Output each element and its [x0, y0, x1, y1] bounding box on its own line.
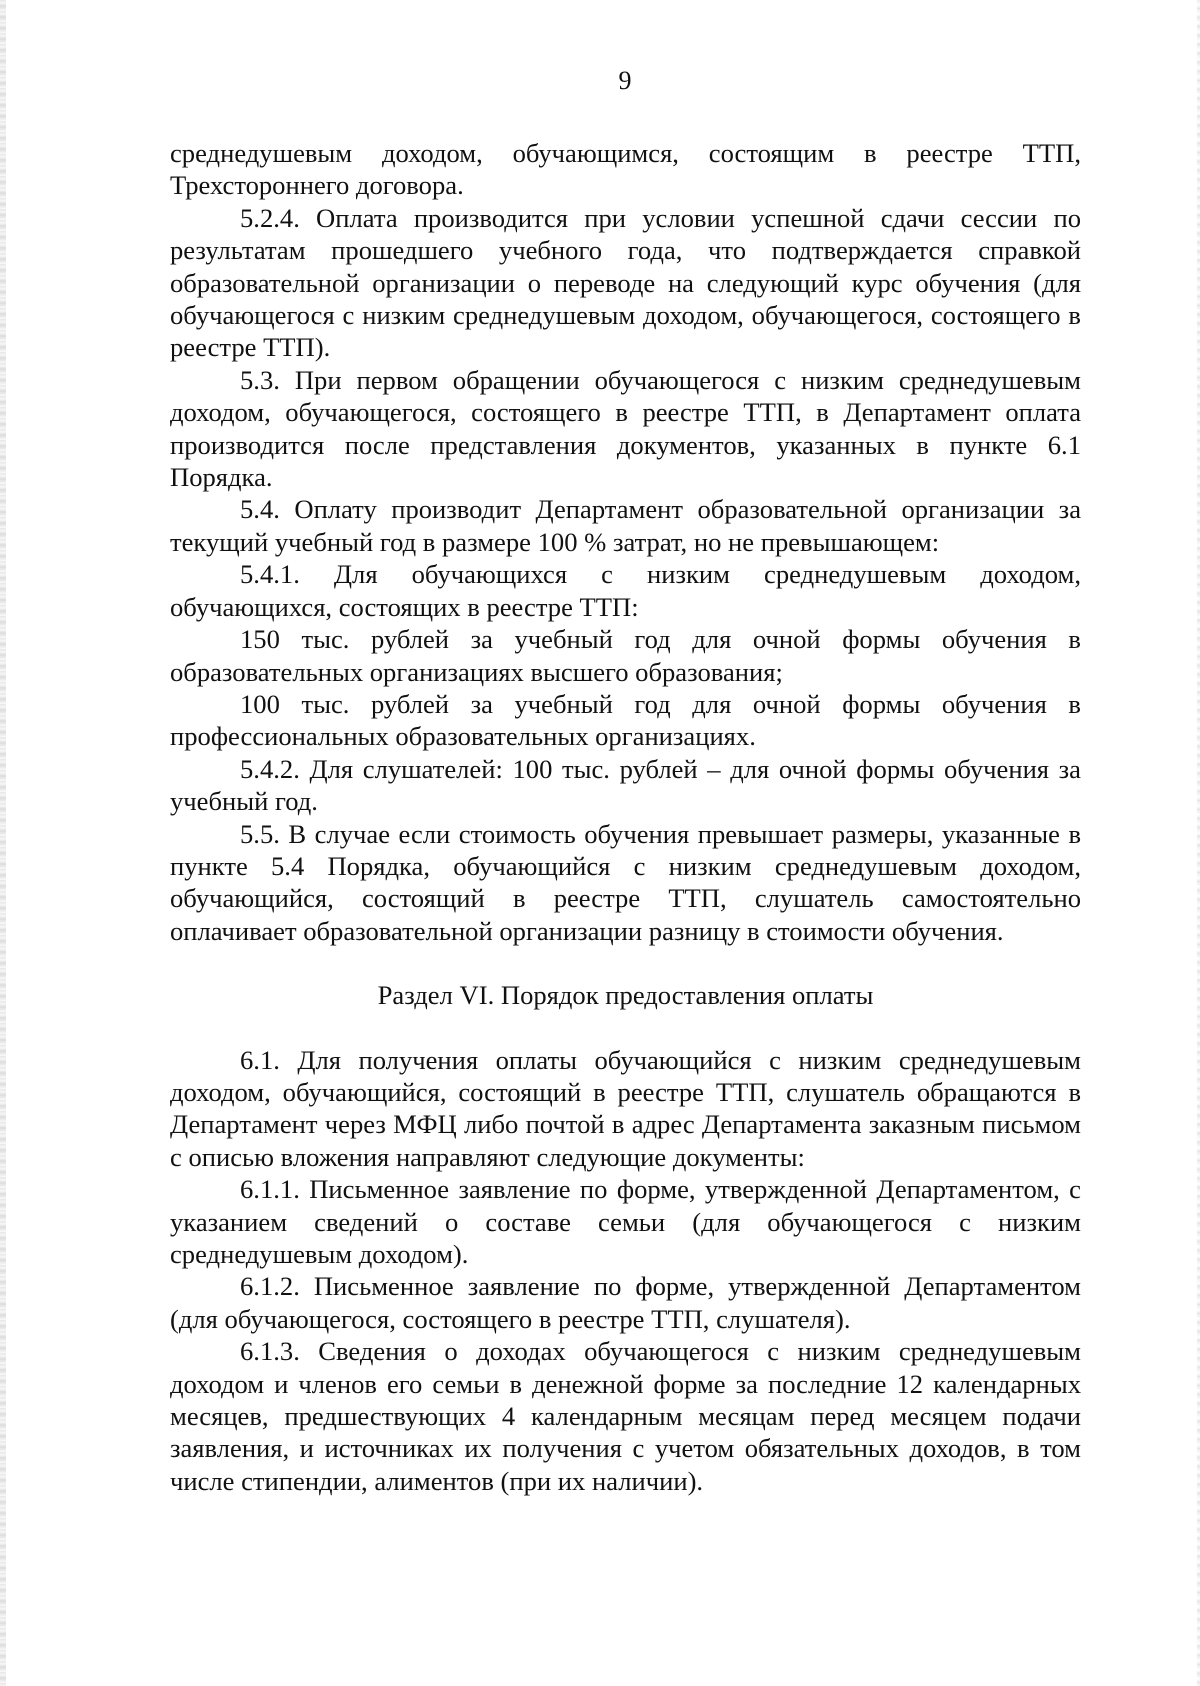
paragraph-6-1-2: 6.1.2. Письменное заявление по форме, утвержденной Департаментом (для обучающегося, состоящего в реестре ТТП, слушателя).	[170, 1271, 1081, 1334]
paragraph-continuation: среднедушевым доходом, обучающимся, состоящим в реестре ТТП, Трехстороннего договора.	[170, 138, 1081, 201]
paragraph-5-4-1: 5.4.1. Для обучающихся с низким среднедушевым доходом, обучающихся, состоящих в реестре ТТП:	[170, 559, 1081, 622]
page-number: 9	[618, 66, 632, 95]
paragraph-6-1-1: 6.1.1. Письменное заявление по форме, утвержденной Департаментом, с указанием сведений о составе семьи (для обучающегося с низким среднедушевым доходом).	[170, 1174, 1081, 1269]
scan-edge-left	[0, 0, 6, 1686]
paragraph-5-4: 5.4. Оплату производит Департамент образовательной организации за текущий учебный год в размере 100 % затрат, но не превышающем:	[170, 494, 1081, 557]
paragraph-5-5: 5.5. В случае если стоимость обучения превышает размеры, указанные в пункте 5.4 Порядка, обучающийся с низким среднедушевым доходом, обучающийся, состоящий в реестре ТТП, слушатель самостоятельно оплачивает образовательной организации разницу в стоимости обучения.	[170, 818, 1081, 946]
paragraph-5-4-2: 5.4.2. Для слушателей: 100 тыс. рублей – для очной формы обучения за учебный год.	[170, 753, 1081, 817]
document-body	[170, 137, 1081, 1497]
section-heading: Раздел VI. Порядок предоставления оплаты	[377, 980, 874, 1011]
paragraph-5-4-1-higher-education: 150 тыс. рублей за учебный год для очной формы обучения в образовательных организациях высшего образования;	[170, 624, 1081, 687]
paragraph-5-4-1-professional: 100 тыс. рублей за учебный год для очной формы обучения в профессиональных образовательных организациях.	[170, 688, 1081, 752]
paragraph-5-3: 5.3. При первом обращении обучающегося с низким среднедушевым доходом, обучающегося, состоящего в реестре ТТП, в Департамент оплата производится после представления документов, указанных в пункте 6.1 Порядка.	[170, 364, 1081, 493]
paragraph-6-1: 6.1. Для получения оплаты обучающийся с низким среднедушевым доходом, обучающийся, состоящий в реестре ТТП, слушатель обращаются в Департамент через МФЦ либо почтой в адрес Департамента заказным письмом с описью вложения направляют следующие документы:	[170, 1044, 1081, 1172]
paragraph-6-1-3: 6.1.3. Сведения о доходах обучающегося с низким среднедушевым доходом и членов его семьи в денежной форме за последние 12 календарных месяцев, предшествующих 4 календарным месяцам перед месяцем подачи заявления, и источниках их получения с учетом обязательных доходов, в том числе стипендии, алиментов (при их наличии).	[170, 1336, 1081, 1496]
paragraph-5-2-4: 5.2.4. Оплата производится при условии успешной сдачи сессии по результатам прошедшего учебного года, что подтверждается справкой образовательной организации о переводе на следующий курс обучения (для обучающегося с низким среднедушевым доходом, обучающегося, состоящего в реестре ТТП).	[170, 202, 1081, 363]
